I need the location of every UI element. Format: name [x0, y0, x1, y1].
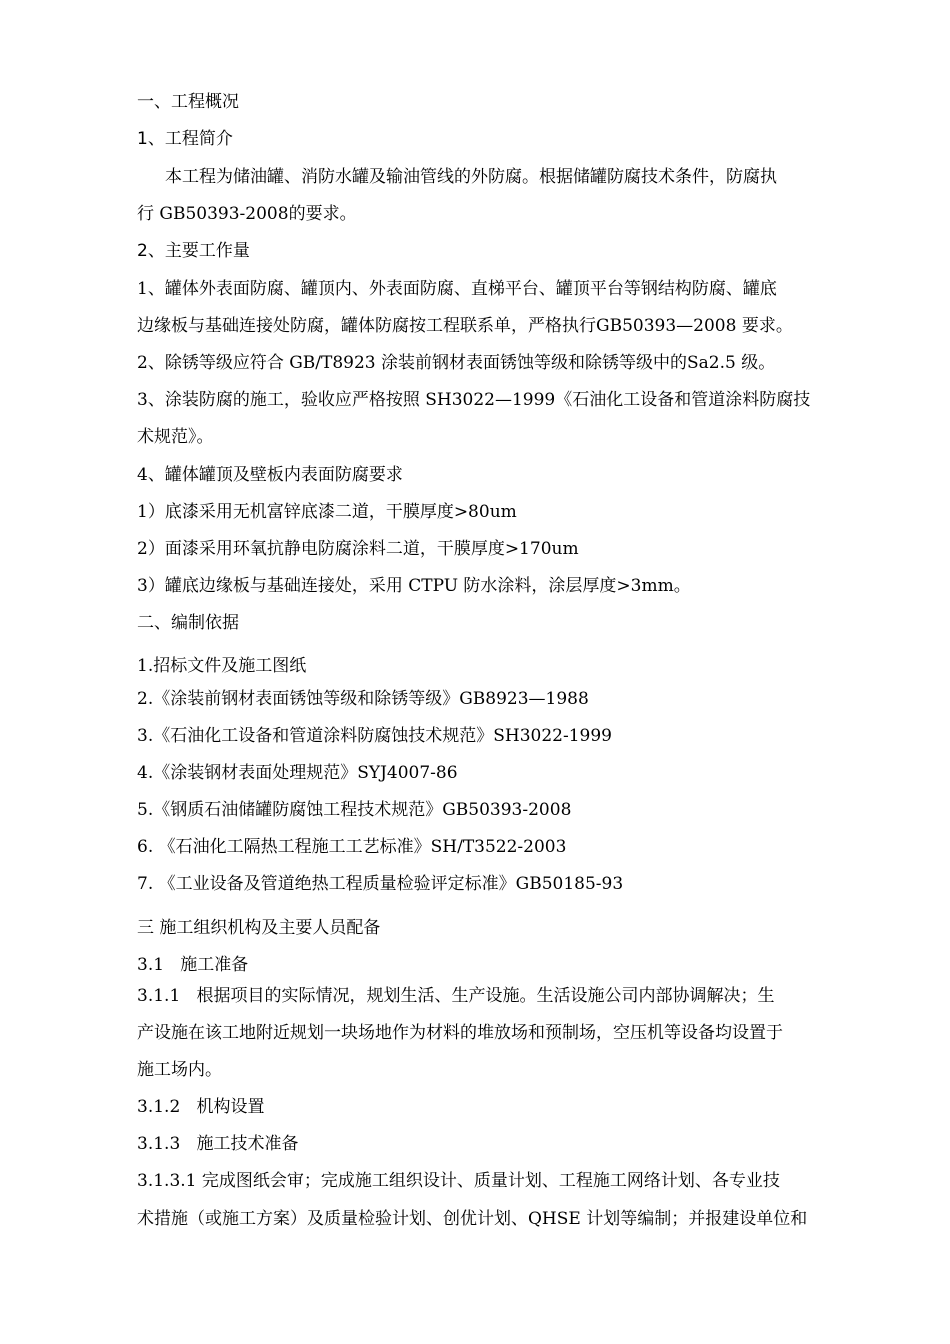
- subsection-heading: 3.1 施工准备: [137, 955, 249, 975]
- list-item: 2）面漆采用环氧抗静电防腐涂料二道，干膜厚度>170um: [137, 539, 579, 559]
- paragraph-line: 本工程为储油罐、消防水罐及输油管线的外防腐。根据储罐防腐技术条件，防腐执: [165, 167, 777, 187]
- paragraph-line: 3.1.3.1 完成图纸会审；完成施工组织设计、质量计划、工程施工网络计划、各专业技: [137, 1171, 780, 1191]
- reference-item: 6. 《石油化工隔热工程施工工艺标准》SH/T3522-2003: [137, 837, 567, 857]
- section-heading: 三 施工组织机构及主要人员配备: [137, 918, 381, 938]
- subsection-heading: 1、工程简介: [137, 129, 233, 149]
- reference-item: 1.招标文件及施工图纸: [137, 656, 307, 676]
- reference-item: 2.《涂装前钢材表面锈蚀等级和除锈等级》GB8923—1988: [137, 689, 589, 709]
- reference-item: 7. 《工业设备及管道绝热工程质量检验评定标准》GB50185-93: [137, 874, 624, 894]
- paragraph-line: 术规范》。: [137, 427, 214, 447]
- subsection-heading: 2、主要工作量: [137, 241, 250, 261]
- paragraph-line: 2、除锈等级应符合 GB/T8923 涂装前钢材表面锈蚀等级和除锈等级中的Sa2.5 级。: [137, 353, 776, 373]
- subsection-heading: 3.1.3 施工技术准备: [137, 1134, 299, 1154]
- paragraph-line: 3、涂装防腐的施工，验收应严格按照 SH3022—1999《石油化工设备和管道涂料防腐技: [137, 390, 811, 410]
- reference-item: 5.《钢质石油储罐防腐蚀工程技术规范》GB50393-2008: [137, 800, 572, 820]
- paragraph-line: 边缘板与基础连接处防腐，罐体防腐按工程联系单，严格执行GB50393—2008 要求。: [137, 316, 793, 336]
- paragraph-line: 3.1.1 根据项目的实际情况，规划生活、生产设施。生活设施公司内部协调解决；生: [137, 986, 775, 1006]
- section-heading: 二、编制依据: [137, 613, 239, 633]
- reference-item: 4.《涂装钢材表面处理规范》SYJ4007-86: [137, 763, 458, 783]
- paragraph-line: 产设施在该工地附近规划一块场地作为材料的堆放场和预制场，空压机等设备均设置于: [137, 1023, 783, 1043]
- paragraph-line: 4、罐体罐顶及壁板内表面防腐要求: [137, 465, 403, 485]
- subsection-heading: 3.1.2 机构设置: [137, 1097, 265, 1117]
- list-item: 1）底漆采用无机富锌底漆二道，干膜厚度>80um: [137, 502, 517, 522]
- paragraph-line: 术措施（或施工方案）及质量检验计划、创优计划、QHSE 计划等编制；并报建设单位和: [137, 1209, 808, 1229]
- list-item: 3）罐底边缘板与基础连接处，采用 CTPU 防水涂料，涂层厚度>3mm。: [137, 576, 691, 596]
- paragraph-line: 1、罐体外表面防腐、罐顶内、外表面防腐、直梯平台、罐顶平台等钢结构防腐、罐底: [137, 279, 777, 299]
- paragraph-line: 行 GB50393-2008的要求。: [137, 204, 357, 224]
- section-heading: 一、工程概况: [137, 92, 239, 112]
- paragraph-line: 施工场内。: [137, 1060, 222, 1080]
- reference-item: 3.《石油化工设备和管道涂料防腐蚀技术规范》SH3022-1999: [137, 726, 612, 746]
